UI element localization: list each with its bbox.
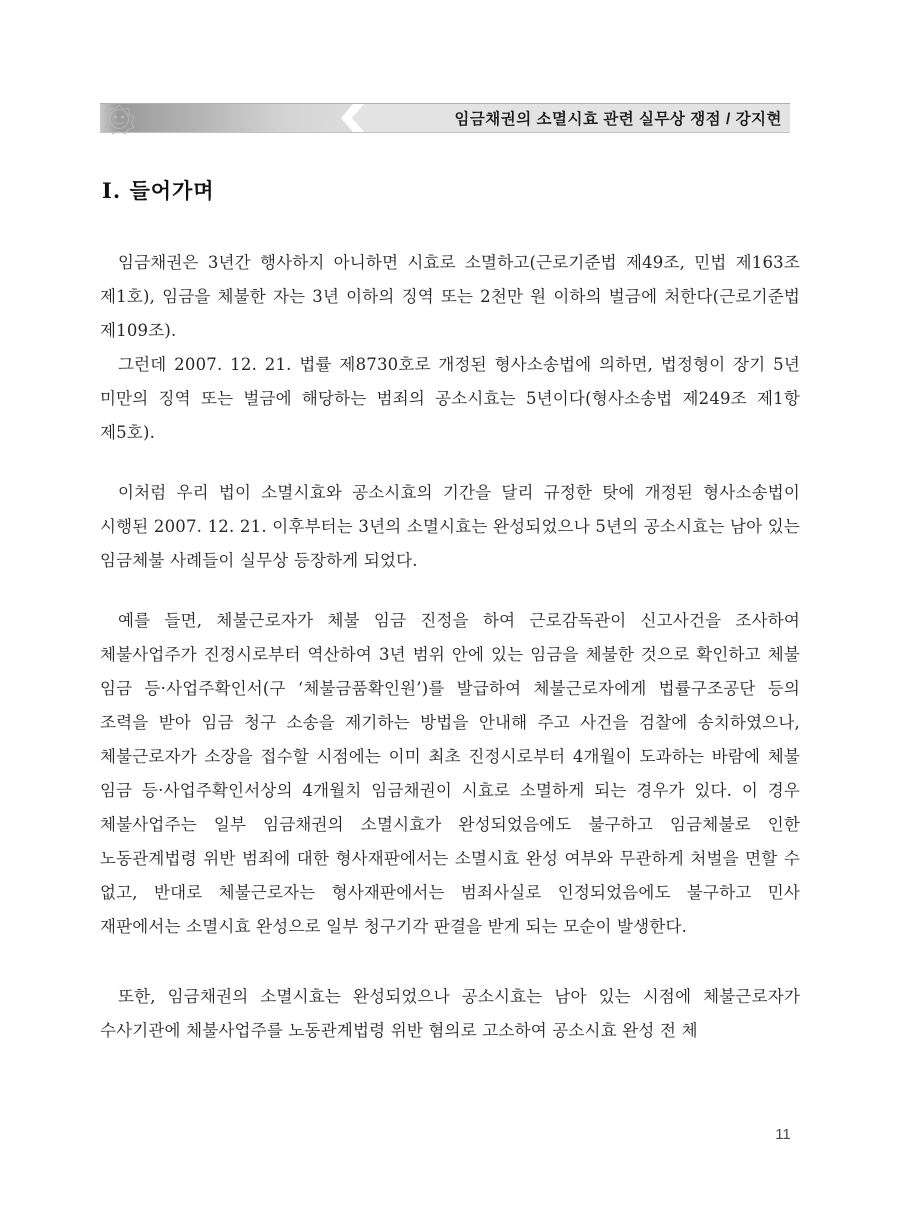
body-paragraph-5: 또한, 임금채권의 소멸시효는 완성되었으나 공소시효는 남아 있는 시점에 체불근로자가 수사기관에 체불사업주를 노동관계법령 위반 혐의로 고소하여 공소시효 완성 전 체 bbox=[100, 987, 800, 1040]
body-paragraph-1: 임금채권은 3년간 행사하지 아니하면 시효로 소멸하고(근로기준법 제49조, 민법 제163조 제1호), 임금을 체불한 자는 3년 이하의 징역 또는 2천만 원 이하의 벌금에 처한다(근로기준법 제109조). bbox=[100, 253, 800, 340]
page-number: 11 bbox=[775, 1126, 791, 1143]
chevron-left-icon bbox=[338, 104, 368, 132]
body-paragraph-3: 이처럼 우리 법이 소멸시효와 공소시효의 기간을 달리 규정한 탓에 개정된 형사소송법이 시행된 2007. 12. 21. 이후부터는 3년의 소멸시효는 완성되었으나 5년의 공소시효는 남아 있는 임금체불 사례들이 실무상 등장하게 되었다. bbox=[100, 483, 800, 570]
running-header bbox=[100, 103, 790, 133]
header-gradient-bar bbox=[100, 104, 338, 132]
body-paragraph-2: 그런데 2007. 12. 21. 법률 제8730호로 개정된 형사소송법에 의하면, 법정형이 장기 5년 미만의 징역 또는 벌금에 해당하는 범죄의 공소시효는 5년이다(형사소송법 제249조 제1항 제5호). bbox=[100, 355, 800, 442]
running-title: 임금채권의 소멸시효 관련 실무상 쟁점 / 강지현 bbox=[454, 111, 782, 128]
article-body bbox=[100, 176, 800, 1048]
header-title-area bbox=[368, 104, 790, 132]
court-seal-emblem-icon bbox=[103, 103, 135, 135]
section-heading: Ⅰ. 들어가며 bbox=[102, 178, 215, 203]
body-paragraph-4: 예를 들면, 체불근로자가 체불 임금 진정을 하여 근로감독관이 신고사건을 조사하여 체불사업주가 진정시로부터 역산하여 3년 범위 안에 있는 임금을 체불한 것으로 확인하고 체불 임금 등·사업주확인서(구 ‘체불금품확인원’)를 발급하여 체불근로자에게 법률구조공단 등의 조력을 받아 임금 청구 소송을 제기하는 방법을 안내해 주고 사건을 검찰에 송치하였으나, 체불근로자가 소장을 접수할 시점에는 이미 최초 진정시로부터 4개월이 도과하는 바람에 체불 임금 등·사업주확인서상의 4개월치 임금채권이 시효로 소멸하게 되는 경우가 있다. 이 경우 체불사업주는 일부 임금채권의 소멸시효가 완성되었음에도 불구하고 임금체불로 인한 노동관계법령 위반 범죄에 대한 형사재판에서는 소멸시효 완성 여부와 무관하게 처벌을 면할 수 없고, 반대로 체불근로자는 형사재판에서는 범죄사실로 인정되었음에도 불구하고 민사 재판에서는 소멸시효 완성으로 일부 청구기각 판결을 받게 되는 모순이 발생한다. bbox=[100, 611, 800, 936]
